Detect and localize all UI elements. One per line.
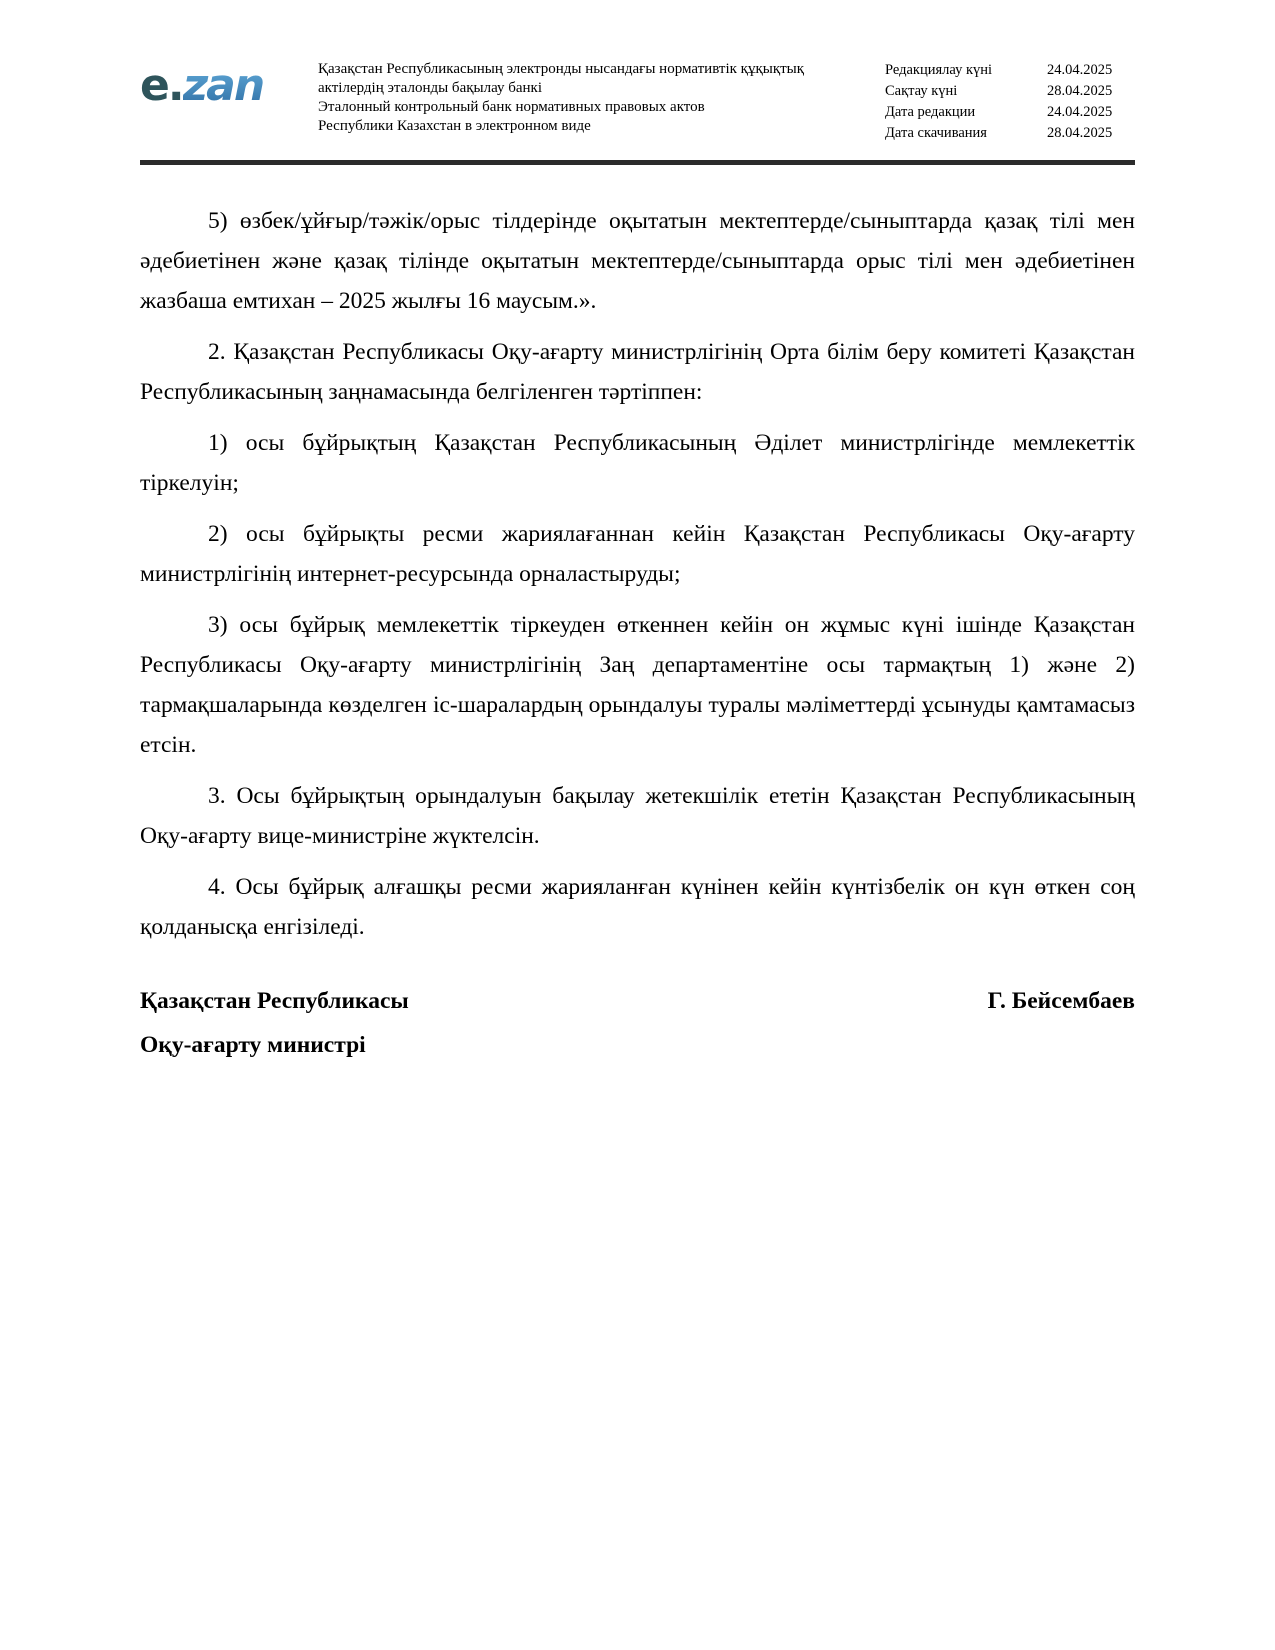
signature-block bbox=[140, 981, 1135, 1065]
org-title-line-kk-2: актілердің эталонды бақылау банкі bbox=[318, 80, 542, 96]
org-title-line-ru-1: Эталонный контрольный банк нормативных правовых актов bbox=[318, 99, 705, 115]
meta-label: Сақтау күні bbox=[885, 83, 958, 99]
paragraph: 2) осы бұйрықты ресми жариялағаннан кейін Қазақстан Республикасы Оқу-ағарту министрлігінің интернет-ресурсында орналастыруды; bbox=[140, 521, 1135, 587]
header-divider bbox=[140, 160, 1135, 165]
org-title bbox=[318, 60, 846, 136]
ezan-logo bbox=[140, 60, 318, 111]
meta-row bbox=[885, 123, 1135, 144]
signatory-title: Оқу-ағарту министрі bbox=[140, 1032, 366, 1058]
paragraph: 3. Осы бұйрықтың орындалуын бақылау жетекшілік ететін Қазақстан Республикасының Оқу-ағарту вице-министріне жүктелсін. bbox=[140, 783, 1135, 849]
paragraph: 2. Қазақстан Республикасы Оқу-ағарту министрлігінің Орта білім беру комитеті Қазақстан Республикасының заңнамасында белгіленген тәртіппен: bbox=[140, 339, 1135, 405]
document-header bbox=[0, 0, 1275, 144]
signatory-name: Г. Бейсембаев bbox=[987, 988, 1135, 1014]
meta-value: 24.04.2025 bbox=[1047, 62, 1113, 78]
meta-label: Редакциялау күні bbox=[885, 62, 993, 78]
meta-value: 28.04.2025 bbox=[1047, 125, 1113, 141]
meta-table bbox=[885, 60, 1135, 144]
logo-text-e: e. bbox=[140, 60, 183, 111]
meta-label: Дата скачивания bbox=[885, 125, 987, 141]
meta-value: 24.04.2025 bbox=[1047, 104, 1113, 120]
meta-row bbox=[885, 102, 1135, 123]
org-title-line-kk-1: Қазақстан Республикасының электронды нысандағы нормативтік құқықтық bbox=[318, 61, 805, 77]
meta-label: Дата редакции bbox=[885, 104, 976, 120]
meta-row bbox=[885, 81, 1135, 102]
logo-text-zan: zan bbox=[182, 60, 264, 111]
paragraph: 1) осы бұйрықтың Қазақстан Республикасының Әділет министрлігінде мемлекеттік тіркелуін; bbox=[140, 430, 1135, 496]
signature-row bbox=[140, 981, 1135, 1021]
paragraph: 5) өзбек/ұйғыр/тәжік/орыс тілдерінде оқытатын мектептерде/сыныптарда қазақ тілі мен әдебиетінен және қазақ тілінде оқытатын мектептерде/сыныптарда орыс тілі мен әдебиетінен жазбаша емтихан – 2025 жылғы 16 маусым.». bbox=[140, 208, 1135, 314]
meta-value: 28.04.2025 bbox=[1047, 83, 1113, 99]
paragraph: 4. Осы бұйрық алғашқы ресми жарияланған күнінен кейін күнтізбелік он күн өткен соң қолданысқа енгізіледі. bbox=[140, 874, 1135, 940]
meta-row bbox=[885, 60, 1135, 81]
document-body bbox=[140, 201, 1135, 1065]
signatory-org: Қазақстан Республикасы bbox=[140, 988, 409, 1014]
paragraph: 3) осы бұйрық мемлекеттік тіркеуден өткеннен кейін он жұмыс күні ішінде Қазақстан Республикасы Оқу-ағарту министрлігінің Заң департаментіне осы тармақтың 1) және 2) тармақшаларында көзделген іс-шаралардың орындалуы туралы мәліметтерді ұсынуды қамтамасыз етсін. bbox=[140, 612, 1135, 758]
org-title-line-ru-2: Республики Казахстан в электронном виде bbox=[318, 118, 591, 134]
